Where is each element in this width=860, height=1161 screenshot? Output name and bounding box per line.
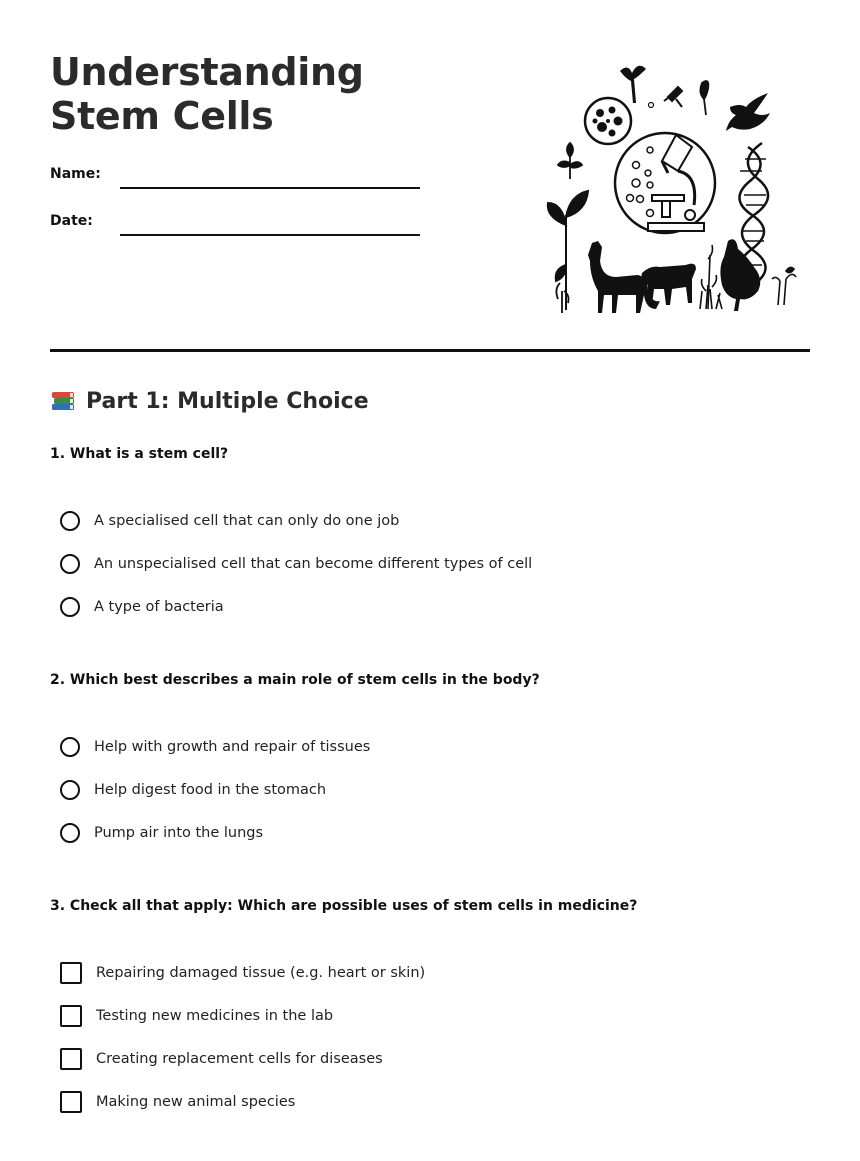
petri-dish-icon: [585, 98, 631, 144]
q2-option-3[interactable]: [60, 823, 263, 843]
option-label: Creating replacement cells for diseases: [96, 1051, 383, 1067]
option-label: Making new animal species: [96, 1094, 296, 1110]
part1-heading-text: Part 1: Multiple Choice: [86, 388, 369, 414]
goat-icon: [642, 264, 696, 305]
plant-icon: [548, 191, 588, 310]
name-field[interactable]: [120, 187, 420, 189]
sprig-icon: [558, 143, 582, 179]
option-label: A specialised cell that can only do one job: [94, 513, 400, 529]
flower-icon: [772, 267, 796, 305]
section-divider: [50, 349, 810, 352]
name-label: Name:: [50, 166, 101, 182]
insect-icon: [664, 87, 682, 107]
question-3: 3. Check all that apply: Which are possible uses of stem cells in medicine?: [50, 898, 638, 914]
option-label: Repairing damaged tissue (e.g. heart or skin): [96, 965, 426, 981]
option-label: Testing new medicines in the lab: [96, 1008, 334, 1024]
date-field[interactable]: [120, 234, 420, 236]
biology-illustration: [540, 55, 805, 320]
books-icon: [50, 388, 76, 414]
radio-button[interactable]: [60, 737, 80, 757]
option-label: An unspecialised cell that can become different types of cell: [94, 556, 533, 572]
option-label: Pump air into the lungs: [94, 825, 264, 841]
q3-option-4[interactable]: [60, 1091, 295, 1113]
seed-icon: [700, 81, 708, 115]
option-label: A type of bacteria: [94, 599, 224, 615]
q1-option-1[interactable]: [60, 511, 399, 531]
question-1: 1. What is a stem cell?: [50, 446, 229, 462]
q1-option-3[interactable]: [60, 597, 224, 617]
question-2: 2. Which best describes a main role of stem cells in the body?: [50, 672, 540, 688]
radio-button[interactable]: [60, 780, 80, 800]
radio-button[interactable]: [60, 511, 80, 531]
q3-option-1[interactable]: [60, 962, 425, 984]
q2-option-1[interactable]: [60, 737, 370, 757]
q1-option-2[interactable]: [60, 554, 532, 574]
checkbox[interactable]: [60, 962, 82, 984]
checkbox[interactable]: [60, 1005, 82, 1027]
radio-button[interactable]: [60, 823, 80, 843]
q3-option-2[interactable]: [60, 1005, 333, 1027]
bird-icon: [726, 93, 770, 131]
q3-option-3[interactable]: [60, 1048, 383, 1070]
radio-button[interactable]: [60, 597, 80, 617]
checkbox[interactable]: [60, 1091, 82, 1113]
checkbox[interactable]: [60, 1048, 82, 1070]
option-label: Help with growth and repair of tissues: [94, 739, 371, 755]
grass-icon: [700, 245, 722, 309]
worksheet-title: Understanding Stem Cells: [50, 50, 364, 138]
option-label: Help digest food in the stomach: [94, 782, 327, 798]
q2-option-2[interactable]: [60, 780, 326, 800]
date-label: Date:: [50, 213, 93, 229]
moth-icon: [620, 66, 646, 103]
microscope-icon: [615, 133, 715, 233]
part1-heading: [50, 388, 369, 414]
radio-button[interactable]: [60, 554, 80, 574]
